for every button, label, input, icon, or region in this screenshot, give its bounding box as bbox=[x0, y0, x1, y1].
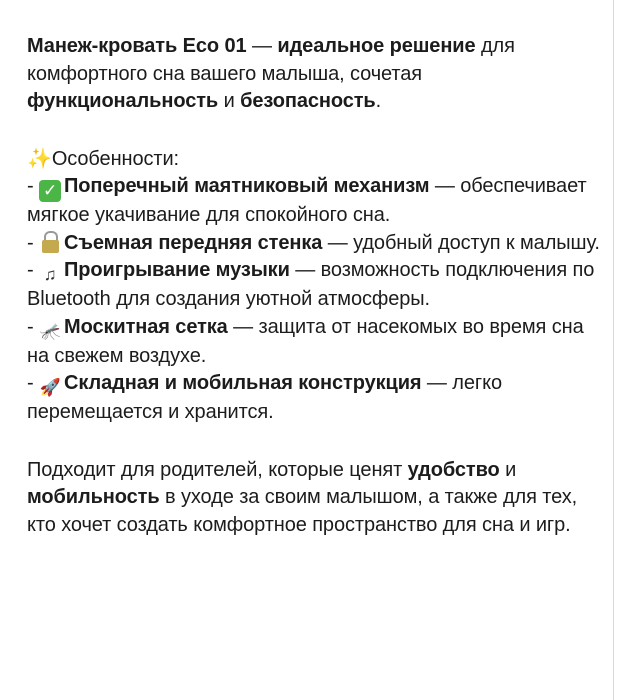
bullet-dash: - bbox=[27, 175, 40, 197]
heading-text: Особенности: bbox=[51, 147, 179, 170]
product-name: Манеж-кровать Eco 01 bbox=[27, 35, 247, 57]
intro-text: и bbox=[218, 90, 241, 112]
feature-item bbox=[27, 370, 607, 427]
check-mark-button-icon: ✓ bbox=[39, 180, 61, 202]
highlight-text: идеальное решение bbox=[277, 35, 476, 57]
outro-paragraph bbox=[27, 457, 607, 540]
mosquito-icon: 🦟 bbox=[39, 321, 61, 341]
feature-item bbox=[27, 257, 607, 314]
feature-title: Москитная сетка bbox=[64, 315, 228, 338]
feature-item bbox=[27, 314, 607, 371]
outro-text: в уходе за своим малышом, а также для тех, кто хочет создать комфортное пространство для сна и игр. bbox=[27, 486, 578, 536]
outro-text: Подходит для родителей, которые ценят bbox=[27, 458, 408, 481]
rocket-icon: 🚀 bbox=[39, 378, 61, 397]
bullet-dash: - bbox=[27, 315, 40, 338]
bullet-dash: - bbox=[27, 259, 40, 281]
lock-icon bbox=[39, 231, 61, 253]
feature-item bbox=[27, 173, 607, 230]
bold-text: безопасность bbox=[240, 90, 376, 112]
feature-text: — легко перемещается и хранится. bbox=[27, 372, 502, 423]
bold-text: функциональность bbox=[27, 90, 219, 112]
bullet-dash: - bbox=[27, 231, 40, 254]
features-section bbox=[27, 146, 607, 427]
musical-notes-icon: ♫ bbox=[43, 265, 57, 284]
bullet-dash: - bbox=[27, 372, 40, 394]
feature-item bbox=[27, 230, 607, 258]
bold-text: мобильность bbox=[27, 486, 160, 508]
feature-text: — обеспечивает мягкое укачивание для спокойного сна. bbox=[27, 175, 587, 226]
intro-paragraph bbox=[27, 33, 607, 116]
outro-text: и bbox=[499, 458, 517, 481]
sparkles-icon: ✨ bbox=[27, 147, 52, 170]
bold-text: удобство bbox=[407, 458, 500, 481]
intro-text: для комфортного сна вашего малыша, сочетая bbox=[27, 35, 515, 85]
feature-title: Поперечный маятниковый механизм bbox=[64, 175, 430, 197]
feature-title: Проигрывание музыки bbox=[64, 259, 290, 281]
dash: — bbox=[246, 35, 278, 57]
features-heading bbox=[27, 146, 607, 174]
right-border bbox=[613, 0, 614, 700]
product-description bbox=[27, 33, 607, 539]
feature-title: Съемная передняя стенка bbox=[64, 231, 323, 254]
feature-text: — возможность подключения по Bluetooth для создания уютной атмосферы. bbox=[27, 259, 595, 310]
feature-text: — защита от насекомых во время сна на свежем воздухе. bbox=[27, 315, 584, 367]
intro-text: . bbox=[375, 90, 382, 112]
feature-title: Складная и мобильная конструкция bbox=[64, 372, 422, 394]
feature-text: — удобный доступ к малышу. bbox=[322, 231, 600, 254]
